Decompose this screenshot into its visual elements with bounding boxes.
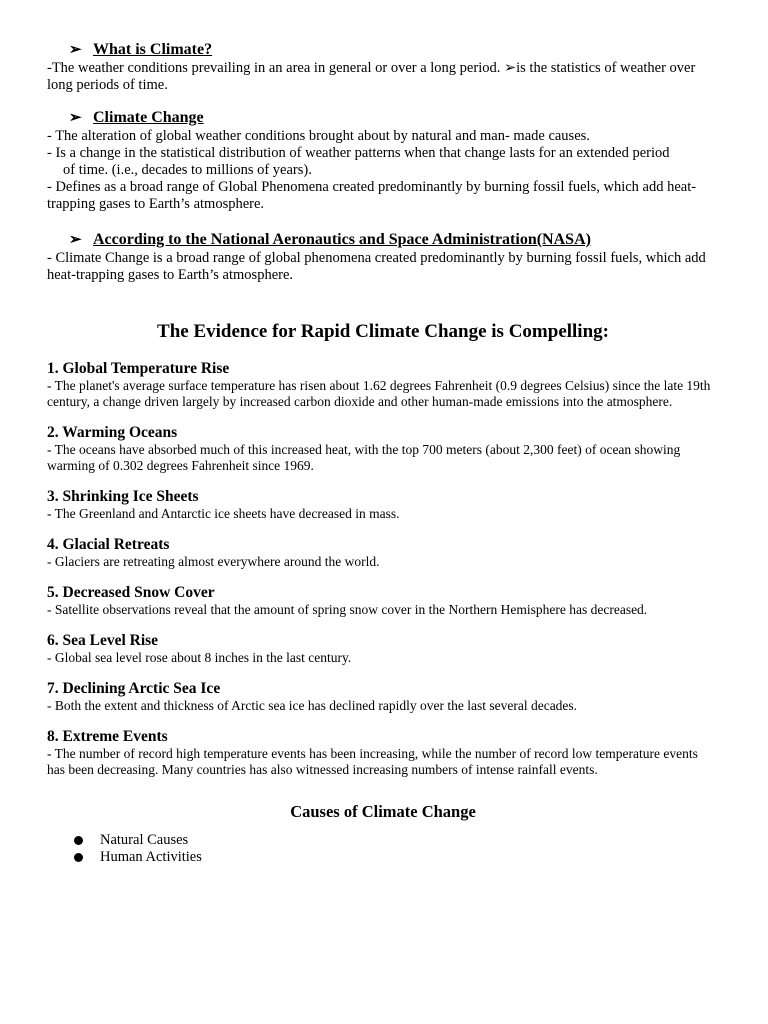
climate-change-line-2-continued: of time. (i.e., decades to millions of years). (63, 162, 312, 178)
evidence-body: - Satellite observations reveal that the amount of spring snow cover in the Northern Hemisphere has decreased. (47, 602, 648, 617)
evidence-item (47, 360, 719, 410)
evidence-title: The Evidence for Rapid Climate Change is Compelling: (157, 321, 609, 342)
arrow-bullet-icon: ➢ (69, 42, 82, 58)
evidence-heading: 1. Global Temperature Rise (47, 360, 230, 377)
bullet-dot-icon (74, 836, 83, 845)
cause-label: Natural Causes (100, 832, 189, 848)
climate-change-line-3: - Defines as a broad range of Global Phenomena created predominantly by burning fossil fuels, which add heat- trapping gases to Earth’s atmosphere. (47, 179, 697, 212)
evidence-heading: 3. Shrinking Ice Sheets (47, 488, 199, 505)
nasa-heading (69, 230, 719, 250)
heading-label: According to the National Aeronautics and Space Administration(NASA) (93, 231, 591, 248)
heading-label: Climate Change (93, 109, 204, 126)
document-page (47, 40, 719, 866)
evidence-heading: 7. Declining Arctic Sea Ice (47, 680, 221, 697)
causes-list (47, 832, 719, 866)
climate-change-line-1: - The alteration of global weather conditions brought about by natural and man- made causes. (47, 128, 590, 144)
evidence-body: - The planet's average surface temperature has risen about 1.62 degrees Fahrenheit (0.9 degrees Celsius) since the late 19th century, a change driven largely by increased carbon dioxide and other human-made emissions into the atmosphere. (47, 378, 711, 409)
what-is-climate-heading (69, 40, 719, 60)
arrow-bullet-icon: ➢ (69, 232, 82, 248)
evidence-item (47, 584, 719, 618)
evidence-item (47, 536, 719, 570)
evidence-heading: 5. Decreased Snow Cover (47, 584, 215, 601)
evidence-item (47, 424, 719, 474)
evidence-body: - The Greenland and Antarctic ice sheets have decreased in mass. (47, 506, 400, 521)
evidence-heading: 4. Glacial Retreats (47, 536, 170, 553)
evidence-body: - The oceans have absorbed much of this increased heat, with the top 700 meters (about 2,300 feet) of ocean showing warming of 0.302 degrees Fahrenheit since 1969. (47, 442, 681, 473)
list-item (74, 849, 719, 866)
what-is-climate-text: -The weather conditions prevailing in an area in general or over a long period. ➢is the statistics of weather over long periods of time. (47, 60, 696, 93)
evidence-heading: 6. Sea Level Rise (47, 632, 159, 649)
list-item (74, 832, 719, 849)
heading-label: What is Climate? (93, 41, 213, 58)
nasa-text: - Climate Change is a broad range of global phenomena created predominantly by burning fossil fuels, which add heat-trapping gases to Earth’s atmosphere. (47, 250, 706, 283)
evidence-heading: 8. Extreme Events (47, 728, 168, 745)
evidence-item (47, 680, 719, 714)
evidence-item (47, 632, 719, 666)
bullet-dot-icon (74, 853, 83, 862)
causes-title: Causes of Climate Change (290, 802, 476, 821)
climate-change-heading (69, 108, 719, 128)
evidence-body: - Both the extent and thickness of Arctic sea ice has declined rapidly over the last several decades. (47, 698, 578, 713)
arrow-bullet-icon: ➢ (69, 110, 82, 126)
evidence-item (47, 488, 719, 522)
evidence-item (47, 728, 719, 778)
climate-change-line-2: - Is a change in the statistical distribution of weather patterns when that change lasts for an extended period (47, 145, 670, 161)
evidence-heading: 2. Warming Oceans (47, 424, 178, 441)
evidence-body: - Global sea level rose about 8 inches in the last century. (47, 650, 352, 665)
cause-label: Human Activities (100, 849, 202, 865)
evidence-body: - Glaciers are retreating almost everywhere around the world. (47, 554, 380, 569)
evidence-body: - The number of record high temperature events has been increasing, while the number of record low temperature events has been decreasing. Many countries has also witnessed increasing numbers of intense rainfall events. (47, 746, 698, 777)
